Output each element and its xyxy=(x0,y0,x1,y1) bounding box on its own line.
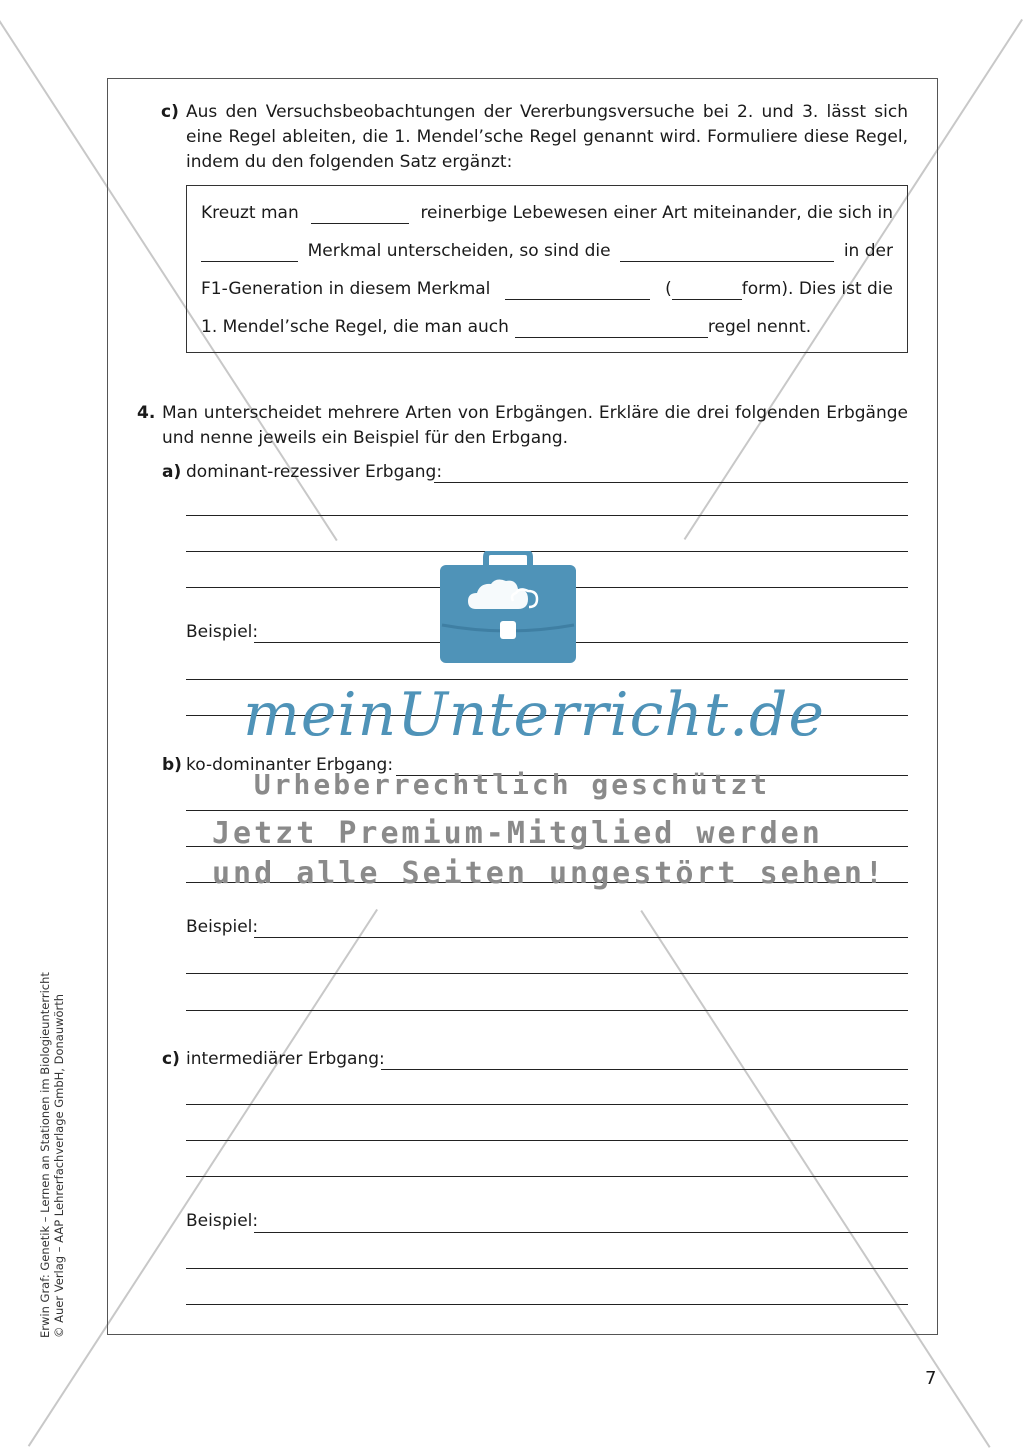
briefcase-cloud-icon xyxy=(438,551,578,665)
cloze-line-3 xyxy=(201,278,893,300)
cloze-text: 1. Mendel’sche Regel, die man auch xyxy=(201,317,509,337)
copyright-line-1: Erwin Graf: Genetik – Lernen an Stationen im Biologieunterricht xyxy=(38,972,52,1338)
watermark-line-2: Jetzt Premium-Mitglied werden xyxy=(212,816,823,851)
answer-line[interactable] xyxy=(186,1010,908,1011)
answer-line[interactable] xyxy=(254,937,908,938)
answer-line[interactable] xyxy=(381,1069,908,1070)
part-c2-text: intermediärer Erbgang: xyxy=(186,1049,385,1069)
example-label: Beispiel: xyxy=(186,1211,259,1231)
answer-line[interactable] xyxy=(186,1140,908,1141)
part-b-text: ko-dominanter Erbgang: xyxy=(186,755,394,775)
answer-line[interactable] xyxy=(186,1104,908,1105)
answer-line[interactable] xyxy=(434,482,908,483)
part-c-text: Aus den Versuchsbeobachtungen der Vererbungsversuche bei 2. und 3. lässt sich eine Regel ableiten, die 1. Mendel’sche Regel genannt wird. Formuliere diese Regel, indem du den folgenden Satz ergänzt: xyxy=(186,102,908,172)
cloze-blank[interactable] xyxy=(311,207,409,224)
answer-line[interactable] xyxy=(254,1232,908,1233)
cloze-blank[interactable] xyxy=(201,245,298,262)
answer-line[interactable] xyxy=(186,973,908,974)
task-4-text: Man unterscheidet mehrere Arten von Erbgängen. Erkläre die drei folgenden Erbgänge und nenne jeweils ein Beispiel für den Erbgang. xyxy=(162,403,908,448)
cloze-text: regel nennt. xyxy=(707,317,812,337)
example-label: Beispiel: xyxy=(186,622,259,642)
cloze-text: in der xyxy=(843,241,893,261)
part-b-label: b) xyxy=(162,755,182,775)
part-a-label: a) xyxy=(162,462,182,482)
watermark-line-3: und alle Seiten ungestört sehen! xyxy=(212,856,886,891)
cloze-line-2 xyxy=(201,240,893,262)
answer-line[interactable] xyxy=(186,1268,908,1269)
example-label: Beispiel: xyxy=(186,917,259,937)
answer-line[interactable] xyxy=(186,810,908,811)
cloze-blank[interactable] xyxy=(620,245,834,262)
copyright-line-2: © Auer Verlag – AAP Lehrerfachverlage GmbH, Donauwörth xyxy=(52,993,66,1338)
answer-line[interactable] xyxy=(254,642,908,643)
cloze-text: reinerbige Lebewesen einer Art miteinander, die sich in xyxy=(420,203,893,223)
watermark-line-1: Urheberrechtlich geschützt xyxy=(253,768,771,801)
cloze-text: Kreuzt man xyxy=(201,203,299,223)
cloze-text: ( xyxy=(665,279,672,299)
cloze-text: F1-Generation in diesem Merkmal xyxy=(201,279,491,299)
cloze-line-1 xyxy=(201,202,893,224)
copyright-sidebar xyxy=(38,972,66,1338)
task-4-number: 4. xyxy=(137,403,156,423)
part-a-text: dominant-rezessiver Erbgang: xyxy=(186,462,443,482)
answer-line[interactable] xyxy=(186,515,908,516)
answer-line[interactable] xyxy=(186,1304,908,1305)
page-number: 7 xyxy=(925,1368,937,1389)
part-c-label: c) xyxy=(161,102,179,122)
part-c2-label: c) xyxy=(162,1049,180,1069)
cloze-blank[interactable] xyxy=(672,283,742,300)
cloze-line-4 xyxy=(201,316,893,338)
cloze-text: Merkmal unterscheiden, so sind die xyxy=(307,241,611,261)
answer-line[interactable] xyxy=(186,1176,908,1177)
cloze-blank[interactable] xyxy=(515,321,708,338)
watermark-brand: meinUnterricht.de xyxy=(243,680,825,750)
cloze-blank[interactable] xyxy=(505,283,650,300)
cloze-text: form). Dies ist die xyxy=(741,279,893,299)
